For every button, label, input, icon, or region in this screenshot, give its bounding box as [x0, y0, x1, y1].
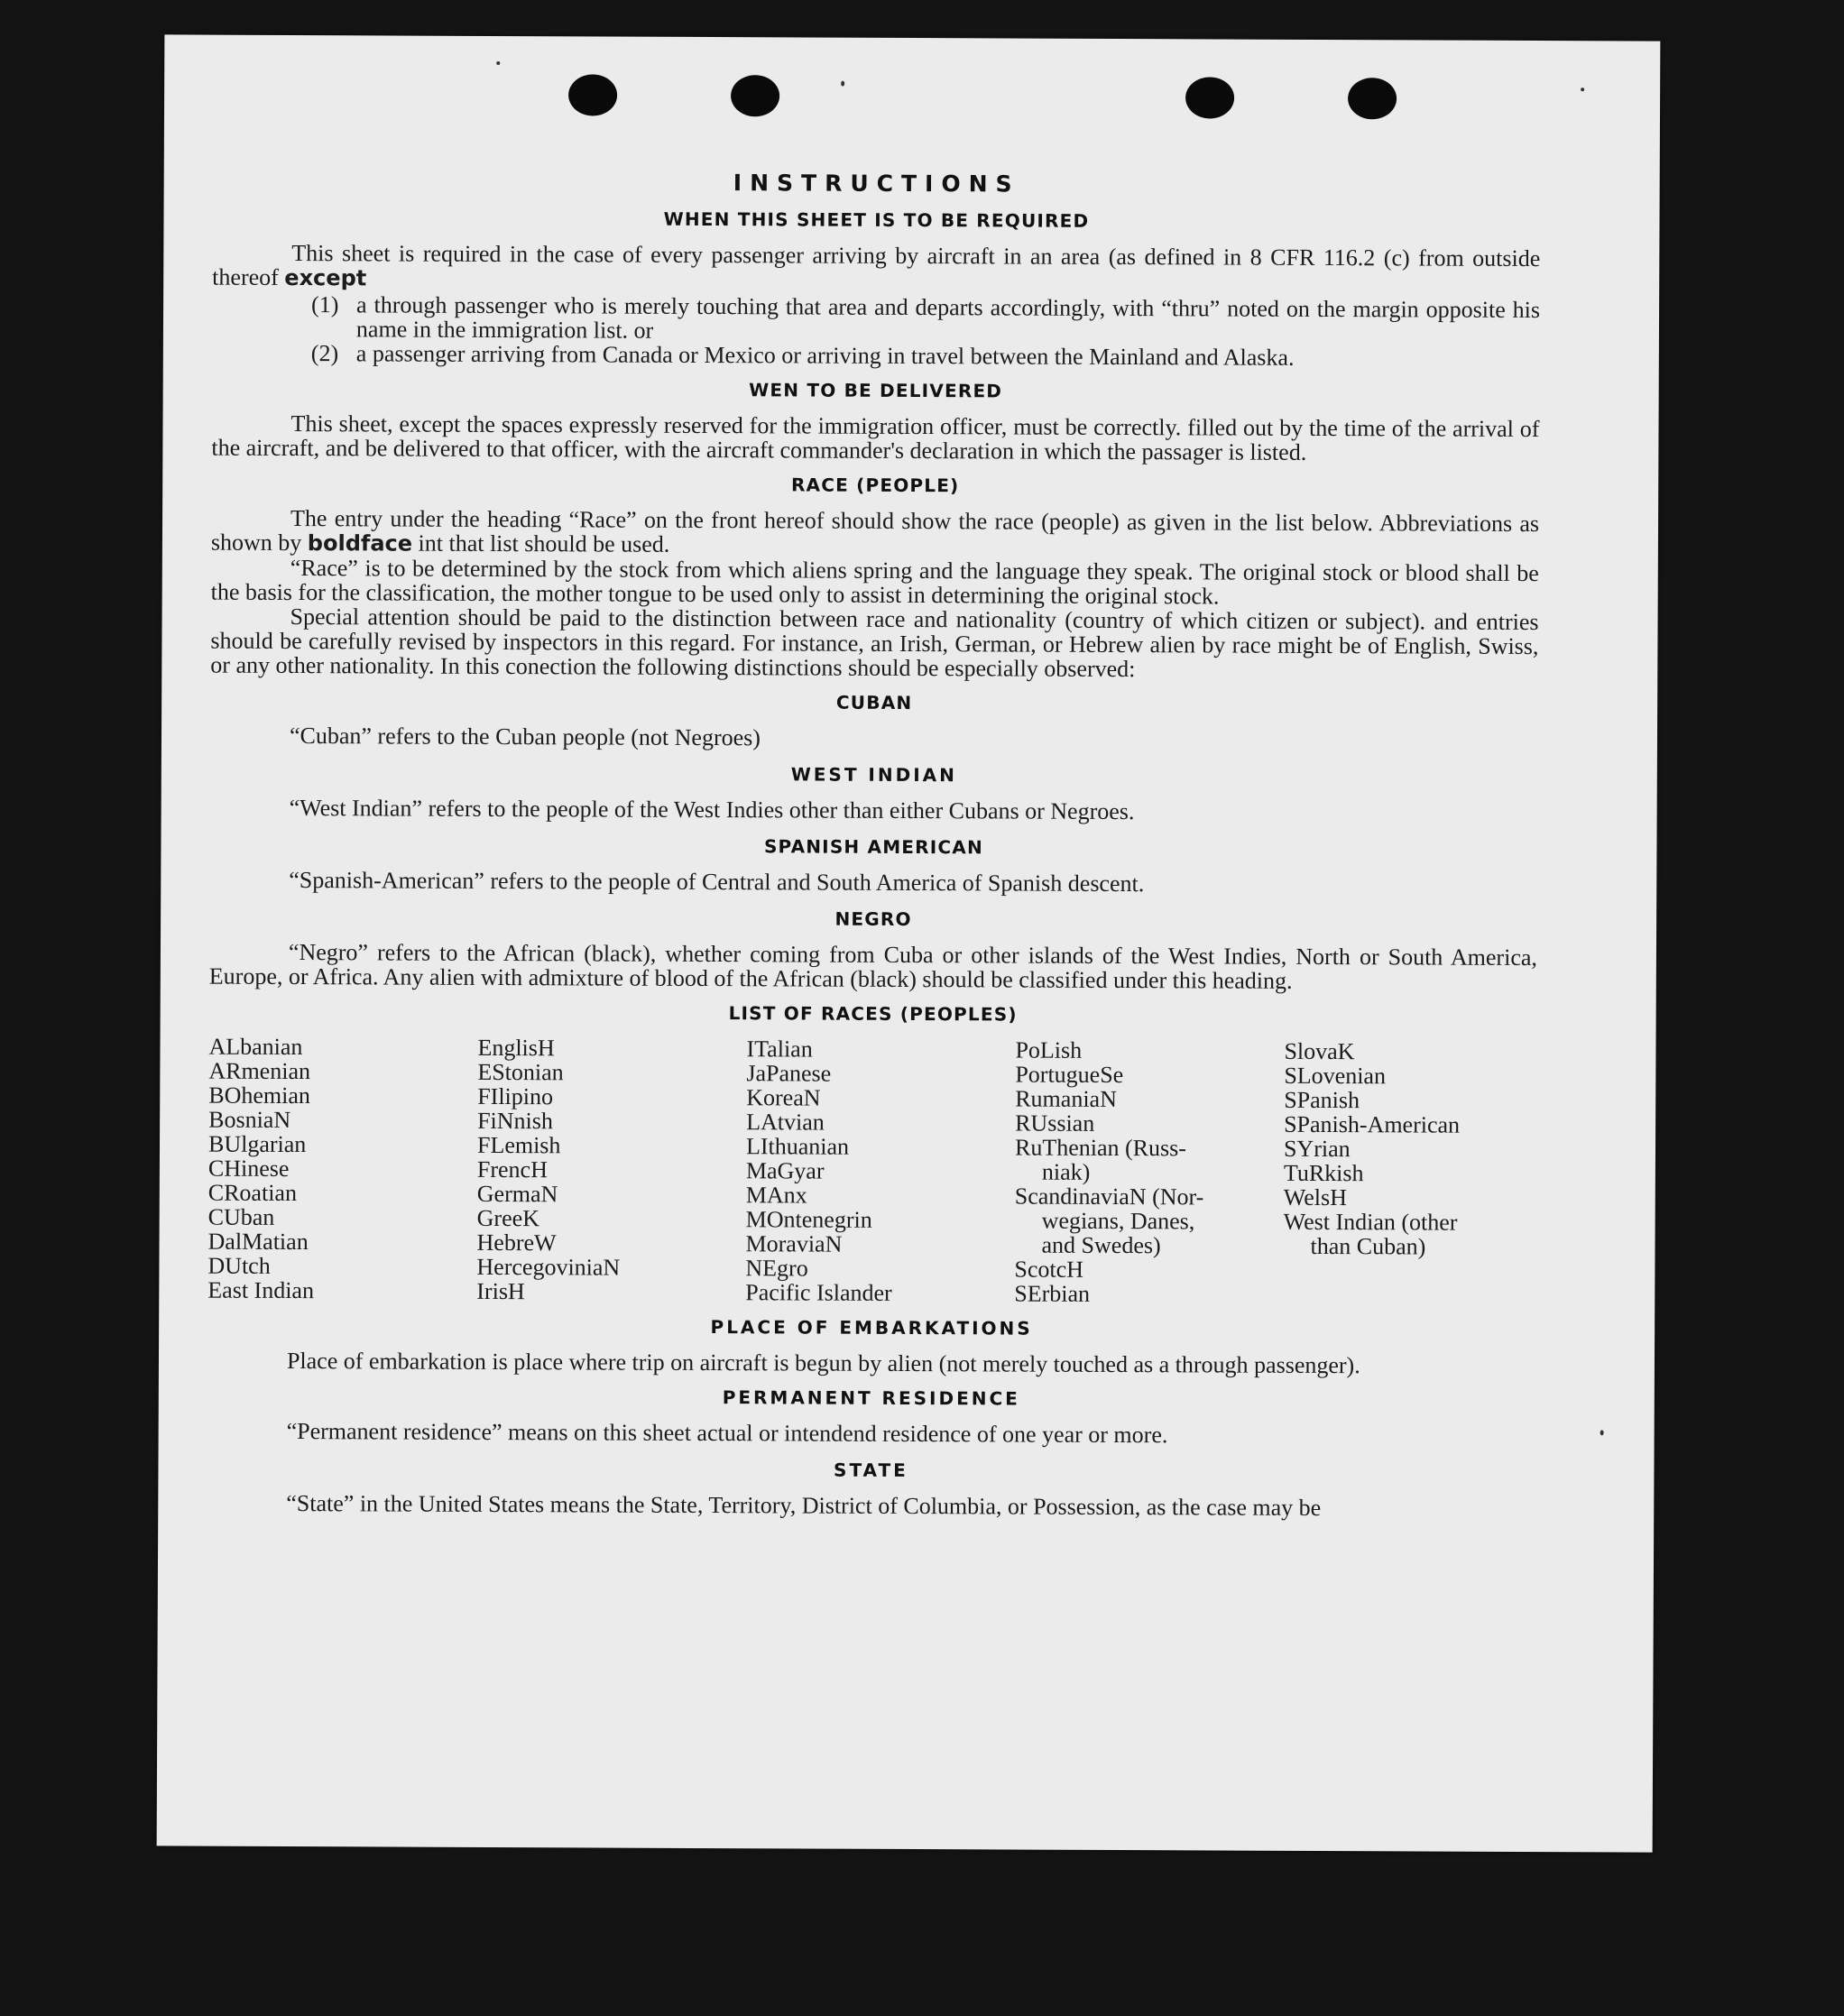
item-number: (1) [311, 291, 339, 318]
race-entry: West Indian (other [1283, 1208, 1458, 1236]
race-entry: niak) [1041, 1158, 1091, 1185]
section-heading: PERMANENT RESIDENCE [722, 1386, 1020, 1410]
race-entry: BOhemian [208, 1082, 310, 1109]
race-entry: FrencH [476, 1155, 548, 1183]
race-entry: DalMatian [207, 1228, 309, 1256]
race-entry: EStonian [477, 1058, 564, 1086]
race-entry: RUssian [1015, 1109, 1095, 1137]
race-entry: CRoatian [207, 1179, 298, 1207]
race-entry: HercegoviniaN [476, 1253, 621, 1281]
race-entry: TuRkish [1283, 1159, 1364, 1187]
race-entry: IrisH [476, 1277, 525, 1305]
race-entry: MaGyar [745, 1157, 825, 1184]
section-heading: LIST OF RACES (PEOPLES) [728, 1002, 1018, 1026]
section-heading: NEGRO [834, 907, 912, 931]
race-entry: WelsH [1283, 1183, 1347, 1211]
race-entry: HebreW [476, 1229, 557, 1257]
document-body [207, 169, 1541, 1521]
race-entry: EnglisH [477, 1034, 555, 1062]
race-entry: LIthuanian [745, 1133, 850, 1160]
race-entry: MoraviaN [745, 1230, 843, 1257]
race-entry: JaPanese [746, 1060, 832, 1087]
paragraph: “West Indian” refers to the people of the West Indies other than either Cubans or Negroes. [289, 795, 1135, 825]
race-entry: than Cuban) [1310, 1232, 1426, 1260]
race-entry: LAtvian [746, 1109, 825, 1136]
race-entry: CHinese [207, 1155, 290, 1183]
paragraph: “Negro” refers to the African (black), whether coming from Cuba or other islands of the West Indies, North or South America, Europe, or Africa. Any alien with admixture of blood of the African (black) should be classified under this heading. [208, 939, 1538, 994]
race-entry: GreeK [476, 1204, 540, 1232]
race-entry: KoreaN [746, 1084, 821, 1111]
race-entry: FiNnish [477, 1107, 554, 1135]
paragraph-text: This sheet is required in the case of every passenger arriving by aircraft in an area (as defined in 8 CFR 116.2 (c) from outside thereof [212, 240, 1541, 290]
race-entry: ScotcH [1014, 1256, 1084, 1283]
speck [496, 61, 500, 65]
race-entry: ITalian [746, 1036, 813, 1063]
speck [1581, 87, 1584, 91]
race-entry: ARmenian [208, 1057, 311, 1085]
race-entry: wegians, Danes, [1041, 1207, 1195, 1235]
race-entry: DUtch [207, 1252, 271, 1279]
race-column [207, 1035, 477, 1303]
paragraph-text: The entry under the heading “Race” on the front hereof should show the race (people) as given in the list below. Abbreviations as shown by [210, 505, 1540, 557]
section-heading: PLACE OF EMBARKATIONS [710, 1316, 1033, 1339]
race-entry: and Swedes) [1041, 1231, 1161, 1259]
race-entry: SPanish [1284, 1086, 1360, 1114]
paragraph: Special attention should be paid to the distinction between race and nationality (country of which citizen or subject). and entries should be carefully revised by inspectors in this regard. For instance, an Irish, German, or Hebrew alien by race might be of English, Swiss, or any other nationality. In this conection the following distinctions should be especially observed: [210, 603, 1539, 683]
paragraph: “Spanish-American” refers to the people of Central and South America of Spanish descent. [289, 867, 1145, 898]
race-list [207, 1035, 1536, 1308]
race-entry: FLemish [476, 1131, 561, 1159]
race-entry: SPanish-American [1284, 1110, 1461, 1138]
race-column [1014, 1038, 1284, 1307]
paragraph: “Cuban” refers to the Cuban people (not Negroes) [289, 723, 761, 751]
speck [841, 81, 844, 87]
race-entry: SYrian [1283, 1135, 1351, 1163]
item-text: a passenger arriving from Canada or Mexico or arriving in travel between the Mainland and Alaska. [355, 340, 1295, 371]
section-heading: STATE [834, 1459, 908, 1482]
item-text: a through passenger who is merely touching that area and departs accordingly, with “thru” noted on the margin opposite his name in the immigration list. or [355, 291, 1541, 344]
paragraph: “Race” is to be determined by the stock from which aliens spring and the language they speak. The original stock or blood shall be the basis for the classification, the mother tongue to be used only to assist in determining the original stock. [210, 555, 1539, 610]
paragraph [211, 506, 1539, 561]
race-entry: SLovenian [1284, 1062, 1387, 1090]
section-heading: WEN TO BE DELIVERED [749, 379, 1003, 402]
page-title: INSTRUCTIONS [733, 170, 1020, 198]
punch-hole [568, 74, 617, 115]
paragraph: Place of embarkation is place where trip on aircraft is begun by alien (not merely touched as a through passenger). [286, 1347, 1360, 1379]
race-column [1283, 1039, 1518, 1308]
race-entry: RumaniaN [1015, 1085, 1117, 1113]
race-entry: CUban [207, 1203, 275, 1230]
race-entry: SlovaK [1284, 1037, 1355, 1065]
race-entry: ALbanian [208, 1033, 303, 1061]
race-entry: RuThenian (Russ- [1014, 1134, 1186, 1162]
paragraph [212, 241, 1540, 296]
race-entry: GermaN [476, 1180, 558, 1208]
paragraph: This sheet, except the spaces expressly reserved for the immigration officer, must be correctly. filled out by the time of the arrival of the aircraft, and be delivered to that officer, with the aircraft commander's declaration in which the passager is listed. [211, 410, 1540, 465]
section-heading: WEST INDIAN [790, 763, 957, 787]
document-sheet [157, 34, 1661, 1852]
race-entry: MOntenegrin [745, 1206, 872, 1233]
paragraph: “Permanent residence” means on this sheet actual or intendend residence of one year or more. [286, 1417, 1168, 1449]
race-entry: FIlipino [477, 1082, 554, 1110]
list-item [311, 341, 1540, 371]
item-number: (2) [310, 340, 339, 367]
paragraph: “State” in the United States means the State, Territory, District of Columbia, or Possession, as the case may be [286, 1489, 1322, 1522]
speck [1600, 1430, 1604, 1435]
section-heading: WHEN THIS SHEET IS TO BE REQUIRED [663, 207, 1090, 232]
punch-hole [1185, 77, 1234, 118]
race-entry: NEgro [745, 1255, 808, 1282]
race-entry: ScandinaviaN (Nor- [1014, 1183, 1204, 1211]
paragraph-text: int that list should be used. [418, 529, 670, 557]
race-entry: East Indian [207, 1276, 315, 1304]
race-entry: BUlgarian [207, 1130, 307, 1158]
punch-hole [731, 75, 779, 116]
race-entry: BosniaN [208, 1106, 291, 1134]
race-entry: PoLish [1015, 1036, 1083, 1063]
section-heading: RACE (PEOPLE) [790, 474, 960, 497]
bold-text: except [284, 264, 367, 291]
race-entry: Pacific Islander [745, 1279, 892, 1306]
race-entry: PortugueSe [1015, 1061, 1124, 1089]
race-entry: SErbian [1014, 1280, 1091, 1307]
race-column [476, 1036, 746, 1304]
list-item [311, 292, 1540, 346]
race-column [745, 1036, 1015, 1305]
section-heading: SPANISH AMERICAN [763, 835, 984, 859]
exception-list [311, 292, 1540, 371]
punch-hole [1348, 78, 1397, 119]
race-entry: MAnx [745, 1182, 807, 1209]
section-heading: CUBAN [835, 691, 913, 714]
bold-text: boldface [307, 530, 413, 557]
